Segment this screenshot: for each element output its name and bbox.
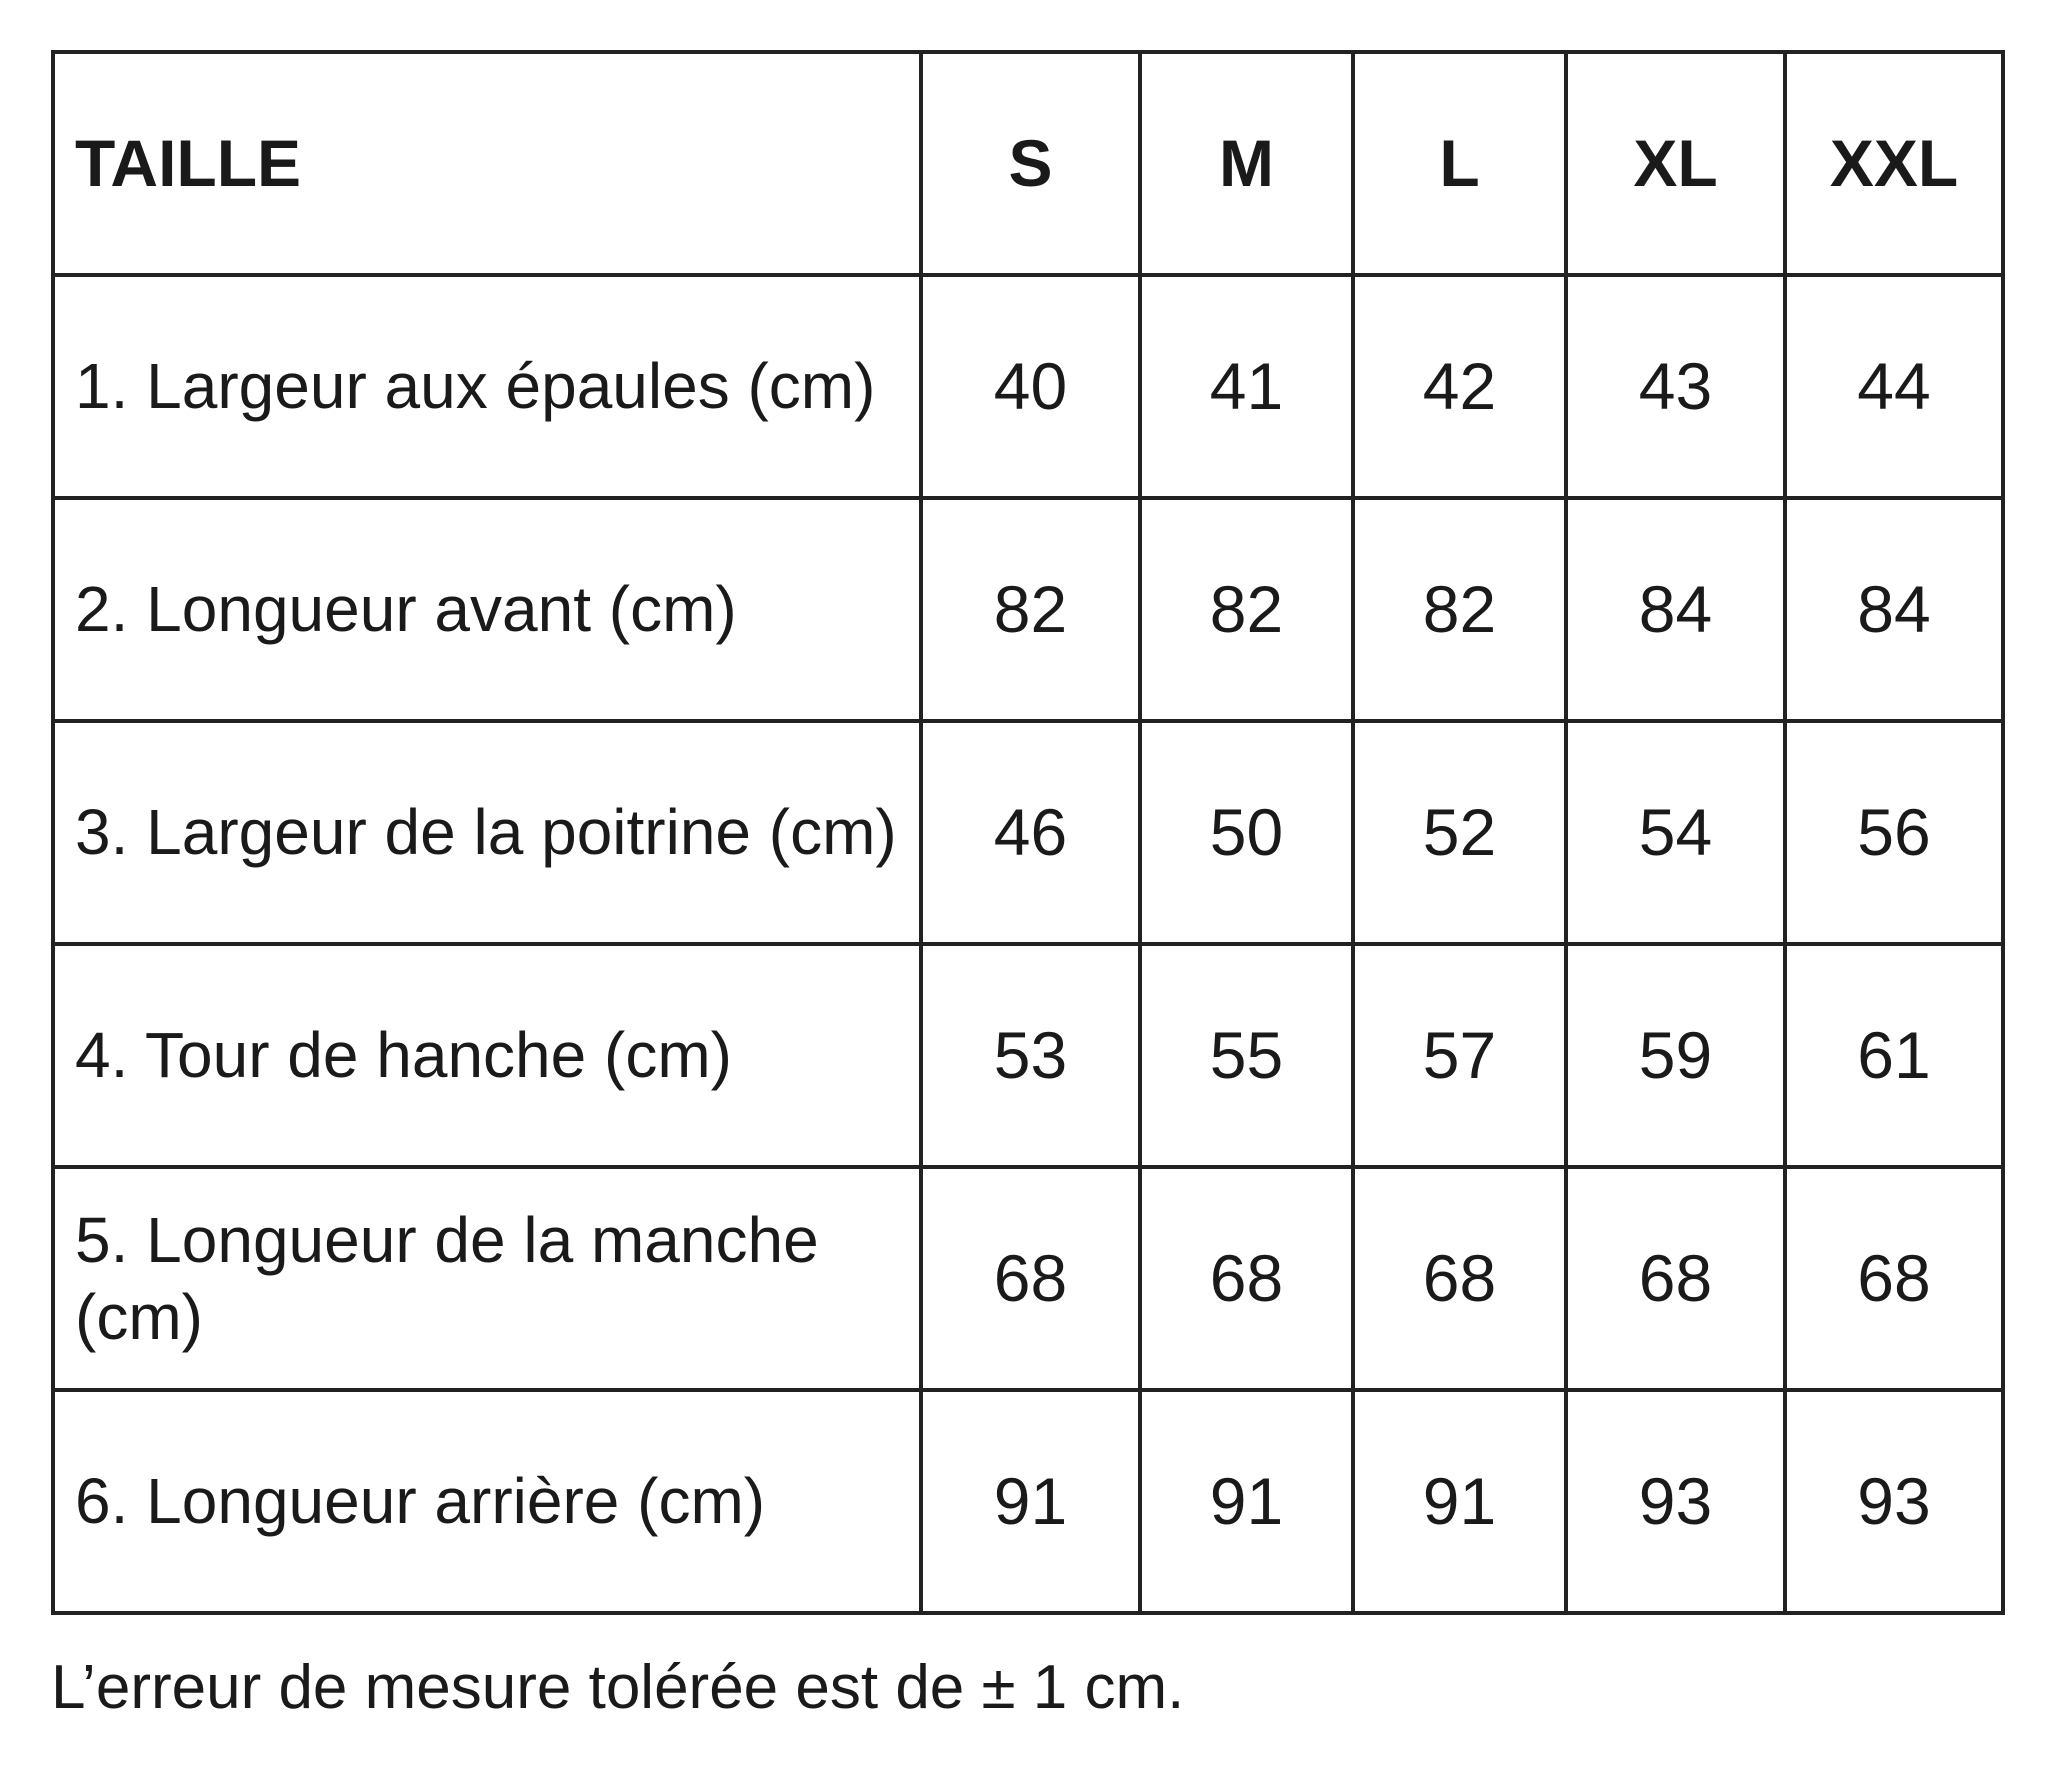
table-row <box>53 1167 2003 1390</box>
measurement-value-cell: 55 <box>1140 944 1353 1167</box>
measurement-label-cell: 4. Tour de hanche (cm) <box>53 944 921 1167</box>
measurement-value-cell: 93 <box>1566 1390 1785 1613</box>
measurement-value-cell: 82 <box>921 498 1140 721</box>
measurement-value-cell: 44 <box>1785 275 2003 498</box>
measurement-value-cell: 68 <box>1353 1167 1566 1390</box>
measurement-value-cell: 41 <box>1140 275 1353 498</box>
table-row <box>53 944 2003 1167</box>
measurement-value-cell: 91 <box>1353 1390 1566 1613</box>
measurement-value-cell: 43 <box>1566 275 1785 498</box>
size-header-xxl: XXL <box>1785 52 2003 275</box>
size-header-s: S <box>921 52 1140 275</box>
measurement-value-cell: 68 <box>1785 1167 2003 1390</box>
measurement-value-cell: 40 <box>921 275 1140 498</box>
measurement-value-cell: 53 <box>921 944 1140 1167</box>
measurement-value-cell: 91 <box>1140 1390 1353 1613</box>
measurement-value-cell: 93 <box>1785 1390 2003 1613</box>
header-label-cell: TAILLE <box>53 52 921 275</box>
measurement-label-cell: 5. Longueur de la manche (cm) <box>53 1167 921 1390</box>
measurement-value-cell: 52 <box>1353 721 1566 944</box>
measurement-value-cell: 68 <box>921 1167 1140 1390</box>
size-chart-table <box>51 50 2005 1615</box>
size-header-l: L <box>1353 52 1566 275</box>
measurement-label-cell: 6. Longueur arrière (cm) <box>53 1390 921 1613</box>
measurement-value-cell: 68 <box>1140 1167 1353 1390</box>
measurement-value-cell: 84 <box>1566 498 1785 721</box>
measurement-value-cell: 54 <box>1566 721 1785 944</box>
measurement-label-cell: 2. Longueur avant (cm) <box>53 498 921 721</box>
measurement-value-cell: 59 <box>1566 944 1785 1167</box>
measurement-value-cell: 82 <box>1140 498 1353 721</box>
table-row <box>53 721 2003 944</box>
table-header-row <box>53 52 2003 275</box>
table-row <box>53 275 2003 498</box>
size-header-m: M <box>1140 52 1353 275</box>
measurement-value-cell: 82 <box>1353 498 1566 721</box>
measurement-tolerance-note: L’erreur de mesure tolérée est de ± 1 cm. <box>51 1653 1185 1722</box>
table-row <box>53 498 2003 721</box>
measurement-label-cell: 1. Largeur aux épaules (cm) <box>53 275 921 498</box>
measurement-value-cell: 57 <box>1353 944 1566 1167</box>
size-header-xl: XL <box>1566 52 1785 275</box>
measurement-value-cell: 91 <box>921 1390 1140 1613</box>
measurement-value-cell: 50 <box>1140 721 1353 944</box>
measurement-value-cell: 42 <box>1353 275 1566 498</box>
measurement-value-cell: 84 <box>1785 498 2003 721</box>
measurement-value-cell: 46 <box>921 721 1140 944</box>
measurement-value-cell: 61 <box>1785 944 2003 1167</box>
measurement-value-cell: 68 <box>1566 1167 1785 1390</box>
measurement-label-cell: 3. Largeur de la poitrine (cm) <box>53 721 921 944</box>
measurement-value-cell: 56 <box>1785 721 2003 944</box>
table-row <box>53 1390 2003 1613</box>
